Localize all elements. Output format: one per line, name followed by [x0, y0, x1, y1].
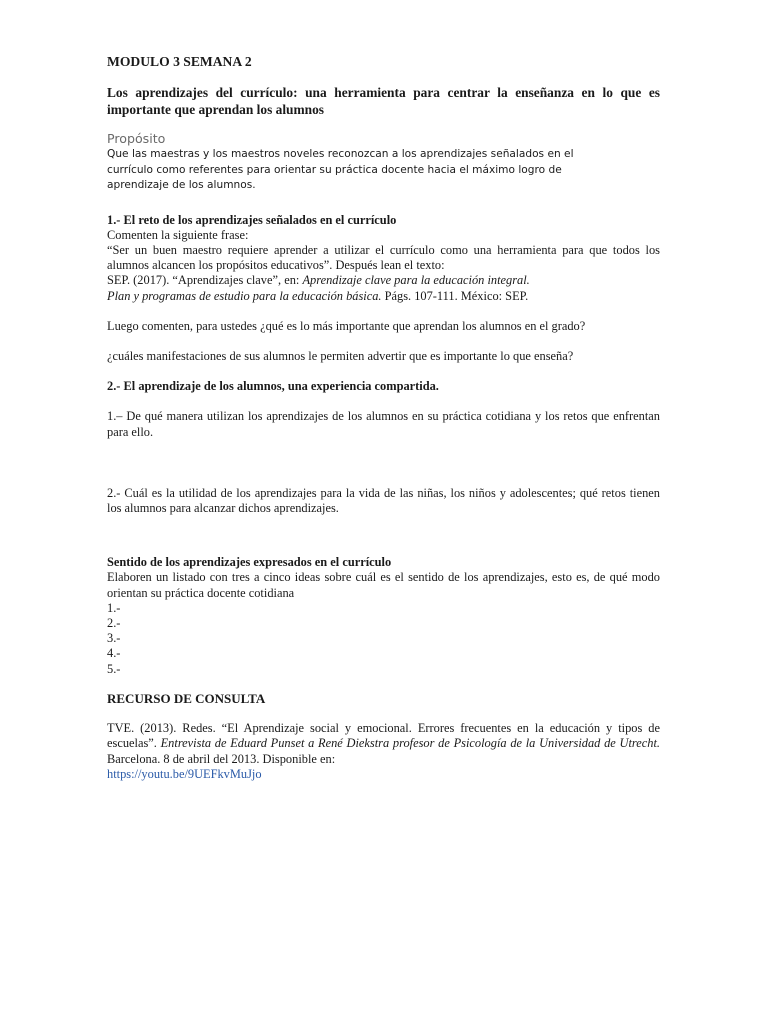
document-title: MODULO 3 SEMANA 2	[107, 54, 252, 69]
section2-heading: 2.- El aprendizaje de los alumnos, una experiencia compartida.	[107, 379, 439, 394]
ref-b-italic: Plan y programas de estudio para la educación básica.	[107, 288, 382, 303]
section1-intro: Comenten la siguiente frase:	[107, 227, 249, 242]
proposito-text	[107, 147, 660, 193]
resource-reference	[107, 721, 660, 767]
section3-text: Elaboren un listado con tres a cinco ideas sobre cuál es el sentido de los aprendizajes, esto es, de qué modo orientan su práctica docente cotidiana	[107, 570, 660, 600]
proposito-line: aprendizaje de los alumnos.	[107, 179, 256, 192]
resource-link-line	[107, 767, 660, 782]
resource-ref-italic: Entrevista de Eduard Punset a René Diekstra profesor de Psicología de la Universidad de Utrecht.	[160, 736, 660, 751]
proposito-line: Que las maestras y los maestros noveles reconozcan a los aprendizajes señalados en el	[107, 148, 574, 161]
resource-ref-end: Barcelona. 8 de abril del 2013. Disponible en:	[107, 751, 336, 766]
proposito-line: currículo como referentes para orientar su práctica docente hacia el máximo logro de	[107, 163, 562, 176]
section1-quote: “Ser un buen maestro requiere aprender a utilizar el currículo como una herramienta para que todos los alumnos alcancen los propósitos educativos”. Después lean el texto:	[107, 243, 660, 273]
ref-a-italic: Aprendizaje clave para la educación integral.	[302, 273, 530, 288]
section1-question2: ¿cuáles manifestaciones de sus alumnos le permiten advertir que es importante lo que enseña?	[107, 349, 574, 364]
list-item: 5.-	[107, 661, 121, 676]
section1-question1: Luego comenten, para ustedes ¿qué es lo más importante que aprendan los alumnos en el grado?	[107, 318, 586, 333]
list-item: 3.-	[107, 631, 121, 646]
proposito-heading: Propósito	[107, 131, 166, 147]
section2-item1: 1.– De qué manera utilizan los aprendizajes de los alumnos en su práctica cotidiana y los retos que enfrentan para ello.	[107, 409, 660, 439]
section3-heading: Sentido de los aprendizajes expresados en el currículo	[107, 555, 392, 570]
ref-a-text: SEP. (2017). “Aprendizajes clave”, en:	[107, 273, 303, 288]
list-item: 2.-	[107, 616, 121, 631]
document-subtitle: Los aprendizajes del currículo: una herramienta para centrar la enseñanza en lo que es importante que aprendan los alumnos	[107, 85, 660, 118]
section1-reference-b	[107, 289, 660, 304]
section2-item2: 2.- Cuál es la utilidad de los aprendizajes para la vida de las niñas, los niños y adolescentes; qué retos tienen los alumnos para alcanzar dichos aprendizajes.	[107, 485, 660, 516]
list-item: 4.-	[107, 646, 121, 661]
youtube-link[interactable]: https://youtu.be/9UEFkvMuJjo	[107, 766, 262, 781]
resource-ref-text: TVE. (2013). Redes. “El Aprendizaje social y emocional. Errores frecuentes en la educación y tipos de escuelas”.	[107, 721, 660, 751]
list-item: 1.-	[107, 600, 121, 615]
ref-b-text: Págs. 107-111. México: SEP.	[381, 288, 529, 303]
resource-heading: RECURSO DE CONSULTA	[107, 690, 266, 706]
section1-heading: 1.- El reto de los aprendizajes señalados en el currículo	[107, 212, 397, 227]
document-content	[107, 54, 660, 782]
section1-reference-a	[107, 273, 660, 288]
